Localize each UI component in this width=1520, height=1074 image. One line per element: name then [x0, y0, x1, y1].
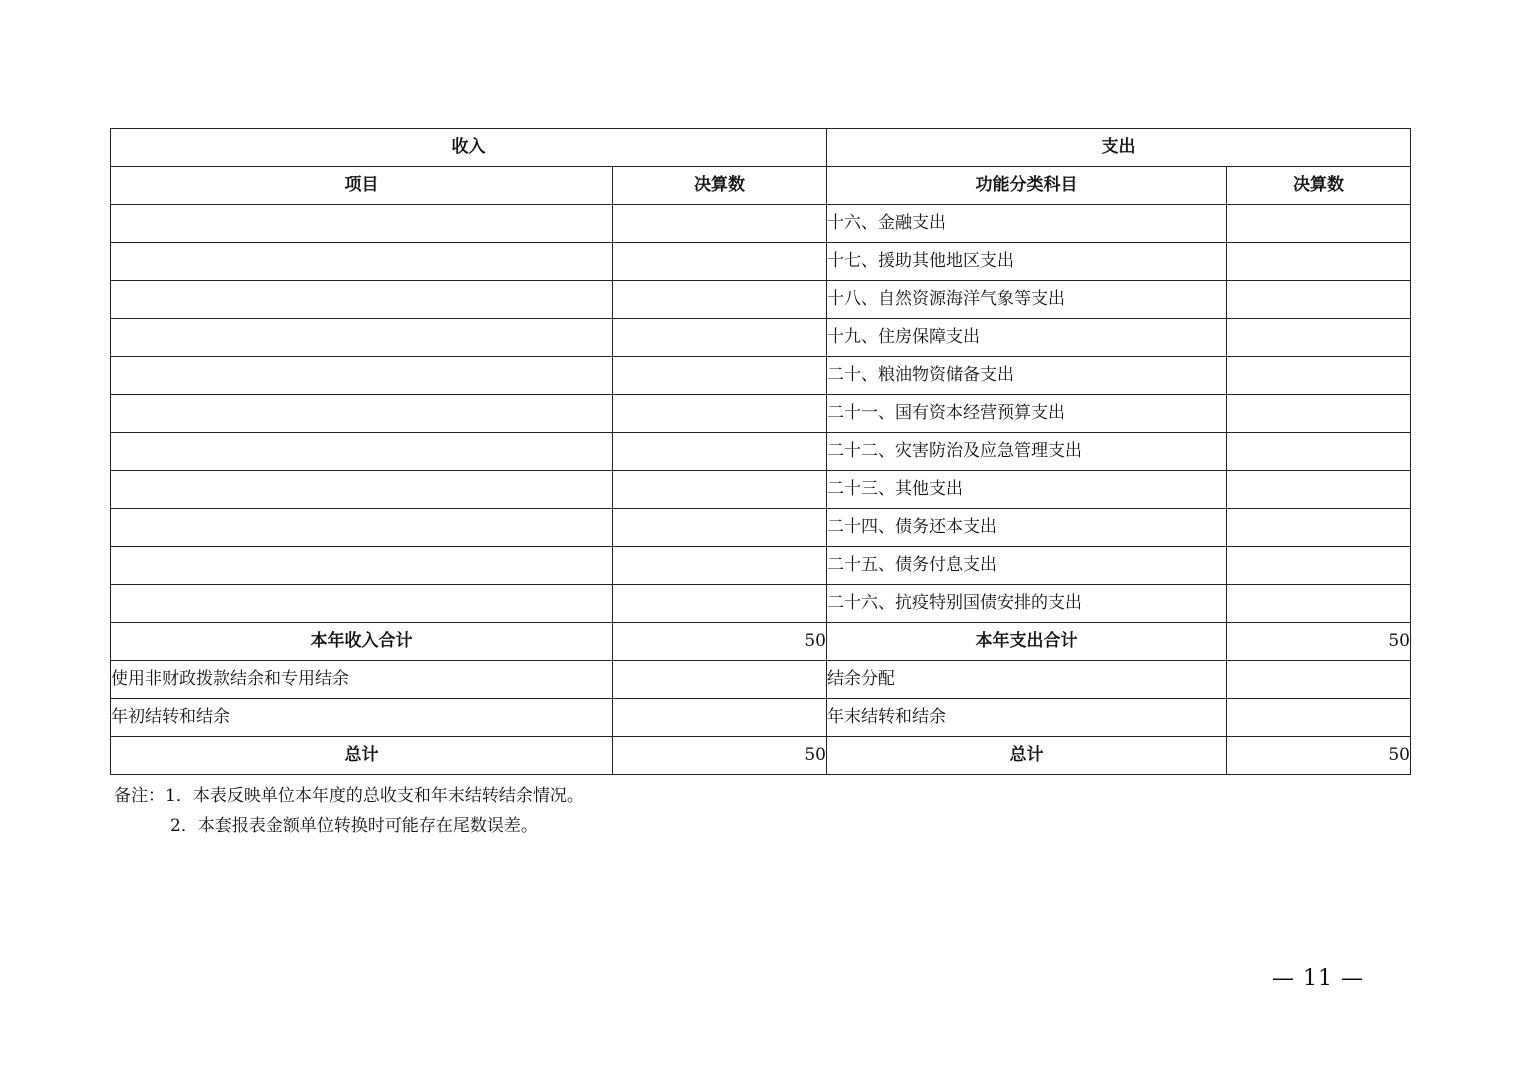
income-item-cell: 年初结转和结余: [111, 699, 613, 737]
expense-amount-cell: [1227, 509, 1411, 547]
expense-category-cell: 二十三、其他支出: [827, 471, 1227, 509]
expense-category-cell: 二十六、抗疫特别国债安排的支出: [827, 585, 1227, 623]
income-item-cell: [111, 433, 613, 471]
table-row: [111, 585, 1411, 623]
income-amount-cell: [613, 281, 827, 319]
expense-amount-cell: [1227, 243, 1411, 281]
table-notes: [114, 781, 584, 841]
income-item-cell: [111, 509, 613, 547]
income-amount-cell: [613, 547, 827, 585]
income-item-cell: [111, 205, 613, 243]
income-item-cell: [111, 471, 613, 509]
table-row: [111, 319, 1411, 357]
income-item-cell: [111, 357, 613, 395]
table-row: [111, 661, 1411, 699]
income-item-cell: [111, 319, 613, 357]
expense-grand-total-value: 50: [1227, 737, 1411, 775]
table-row: [111, 395, 1411, 433]
expense-category-cell: 十六、金融支出: [827, 205, 1227, 243]
expense-amount-cell: [1227, 699, 1411, 737]
income-amount-cell: [613, 205, 827, 243]
expense-amount-cell: [1227, 281, 1411, 319]
table-row: [111, 205, 1411, 243]
expense-amount-cell: [1227, 585, 1411, 623]
table-row: [111, 509, 1411, 547]
expense-category-cell: 十九、住房保障支出: [827, 319, 1227, 357]
expense-category-cell: 十七、援助其他地区支出: [827, 243, 1227, 281]
income-item-cell: [111, 243, 613, 281]
income-year-total-label: 本年收入合计: [111, 623, 613, 661]
expense-category-cell: 二十一、国有资本经营预算支出: [827, 395, 1227, 433]
table-row: [111, 699, 1411, 737]
income-item-cell: 使用非财政拨款结余和专用结余: [111, 661, 613, 699]
expense-category-cell: 二十、粮油物资储备支出: [827, 357, 1227, 395]
col-header-income-amount: 决算数: [613, 167, 827, 205]
note-line-1: 备注：1．本表反映单位本年度的总收支和年末结转结余情况。: [114, 786, 584, 806]
expense-category-cell: 二十五、债务付息支出: [827, 547, 1227, 585]
col-header-category: 功能分类科目: [827, 167, 1227, 205]
column-header-row: [111, 167, 1411, 205]
income-year-total-value: 50: [613, 623, 827, 661]
table-row: [111, 433, 1411, 471]
expense-amount-cell: [1227, 661, 1411, 699]
income-grand-total-label: 总计: [111, 737, 613, 775]
grand-total-row: [111, 737, 1411, 775]
expense-section-header: 支出: [827, 129, 1411, 167]
expense-amount-cell: [1227, 471, 1411, 509]
expense-amount-cell: [1227, 433, 1411, 471]
year-total-row: [111, 623, 1411, 661]
expense-grand-total-label: 总计: [827, 737, 1227, 775]
col-header-item: 项目: [111, 167, 613, 205]
income-amount-cell: [613, 509, 827, 547]
income-item-cell: [111, 281, 613, 319]
section-header-row: [111, 129, 1411, 167]
expense-amount-cell: [1227, 547, 1411, 585]
income-amount-cell: [613, 243, 827, 281]
table-row: [111, 357, 1411, 395]
expense-category-cell: 结余分配: [827, 661, 1227, 699]
expense-year-total-label: 本年支出合计: [827, 623, 1227, 661]
expense-year-total-value: 50: [1227, 623, 1411, 661]
table-row: [111, 243, 1411, 281]
table-row: [111, 281, 1411, 319]
income-amount-cell: [613, 661, 827, 699]
expense-amount-cell: [1227, 395, 1411, 433]
table-row: [111, 471, 1411, 509]
income-item-cell: [111, 395, 613, 433]
expense-amount-cell: [1227, 205, 1411, 243]
income-amount-cell: [613, 471, 827, 509]
table-row: [111, 547, 1411, 585]
income-item-cell: [111, 547, 613, 585]
expense-category-cell: 二十二、灾害防治及应急管理支出: [827, 433, 1227, 471]
expense-category-cell: 年末结转和结余: [827, 699, 1227, 737]
final-accounts-table: [110, 128, 1411, 775]
income-amount-cell: [613, 585, 827, 623]
income-amount-cell: [613, 319, 827, 357]
expense-amount-cell: [1227, 357, 1411, 395]
income-amount-cell: [613, 433, 827, 471]
income-section-header: 收入: [111, 129, 827, 167]
expense-category-cell: 十八、自然资源海洋气象等支出: [827, 281, 1227, 319]
expense-amount-cell: [1227, 319, 1411, 357]
income-amount-cell: [613, 395, 827, 433]
income-amount-cell: [613, 357, 827, 395]
income-grand-total-value: 50: [613, 737, 827, 775]
note-line-2: 2．本套报表金额单位转换时可能存在尾数误差。: [170, 816, 538, 836]
page-number: — 11 —: [1272, 966, 1364, 991]
expense-category-cell: 二十四、债务还本支出: [827, 509, 1227, 547]
income-amount-cell: [613, 699, 827, 737]
income-item-cell: [111, 585, 613, 623]
col-header-expense-amount: 决算数: [1227, 167, 1411, 205]
